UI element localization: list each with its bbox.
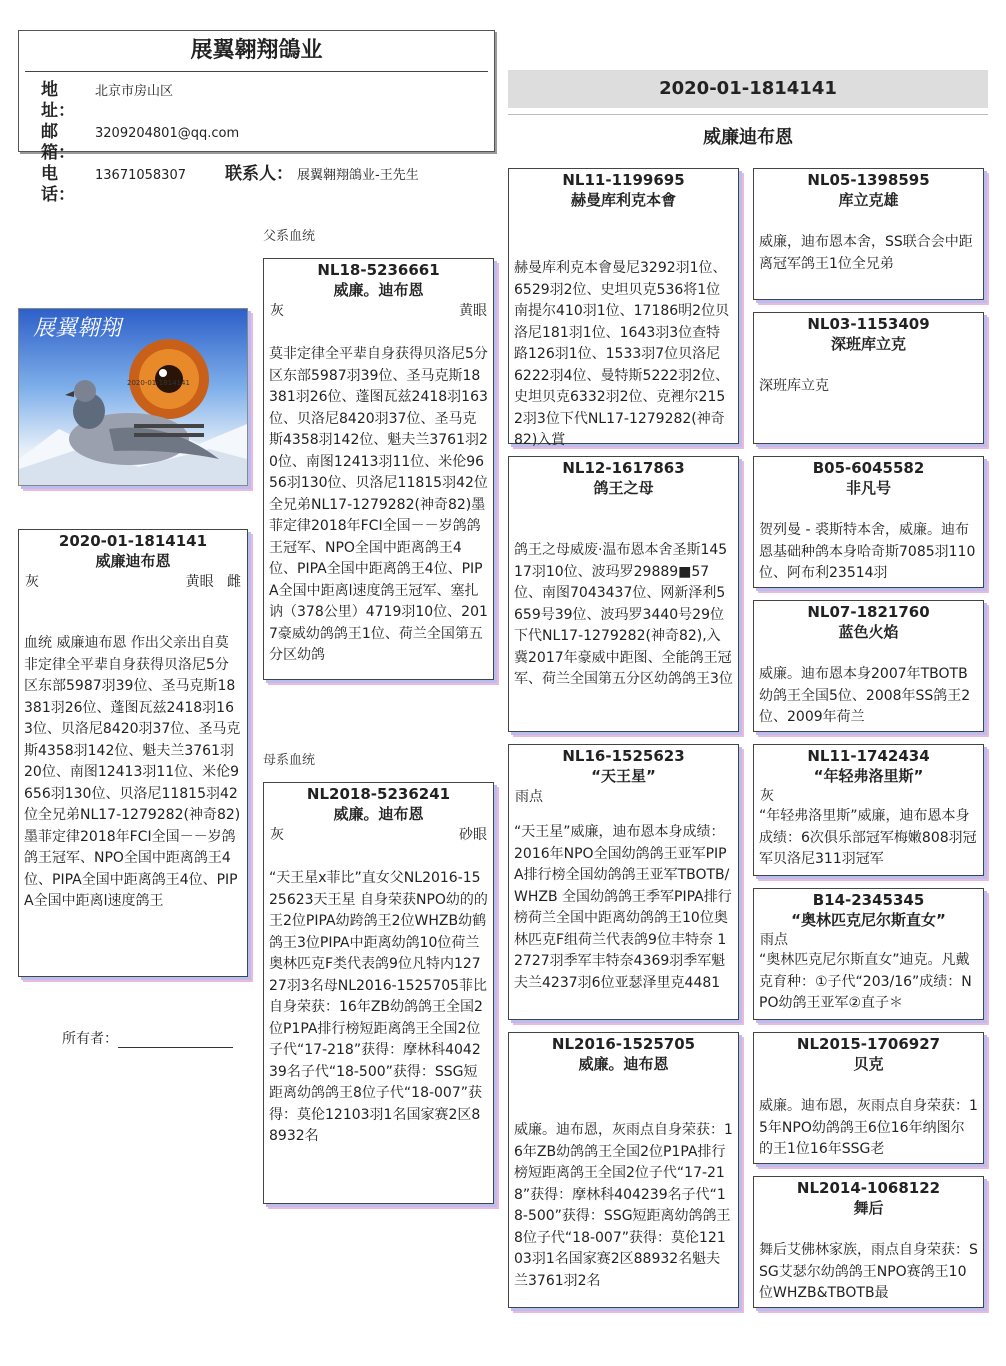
photo-caption: 2020-01-1814141 [127, 379, 190, 387]
gp-sd-name: 鸽王之母 [593, 479, 654, 497]
email-value: 3209204801@qq.com [95, 126, 240, 141]
ggp-5-ring: NL11-1742434 [807, 747, 930, 765]
dam-color: 灰 [270, 827, 284, 843]
dam-card [263, 782, 494, 1204]
ggp-card-7 [753, 1032, 984, 1164]
dam-name: 威廉。迪布恩 [333, 805, 424, 823]
ggp-3-description: 贺列曼 - 裘斯特本舍，威廉。迪布恩基础种鸽本身哈奇斯7085羽110位、阿布利23514羽 [759, 522, 976, 581]
ggp-6-name: “奥林匹克尼尔斯直女” [791, 911, 946, 929]
subject-ring: 2020-01-1814141 [58, 532, 208, 550]
ggp-card-2 [753, 312, 984, 444]
ggp-6-description: “奥林匹克尼尔斯直女”迪克。凡戴克育种：①子代“203/16”成绩：NPO幼鸽王亚军②直子＊ [759, 952, 972, 1011]
ggp-3-ring: B05-6045582 [812, 459, 925, 477]
ggp-card-6 [753, 888, 984, 1020]
ggp-5-color: 灰 [760, 788, 774, 804]
grandsire-sire-card [508, 168, 739, 448]
ggp-4-name: 蓝色火焰 [838, 623, 899, 641]
subject-card [18, 529, 248, 977]
gp-ds-ring: NL16-1525623 [562, 747, 685, 765]
contact-label: 联系人： [225, 164, 293, 184]
subject-sex: 雌 [227, 574, 241, 590]
subject-color: 灰 [25, 574, 39, 590]
dam-section-label: 母系血统 [263, 753, 316, 768]
photo-banner: 展翼翱翔 [33, 316, 122, 341]
ggp-5-meta [754, 786, 983, 806]
loft-title: 展翼翱翔鴿业 [190, 38, 323, 63]
ggp-card-4 [753, 600, 984, 732]
ggp-5-description: “年轻弗洛里斯”威廉，迪布恩本身成绩：6次俱乐部冠军梅嫩808羽冠军贝洛尼311羽冠军 [759, 808, 977, 867]
ggp-1-ring: NL05-1398595 [807, 171, 930, 189]
address-label: 地 址： [41, 80, 75, 121]
gp-ss-description: 赫曼库利克本會曼尼3292羽1位、6529羽2位、史坦贝克536将1位南提尔410羽1位、17186明2位贝洛尼181羽1位、1643羽3位查特路126羽1位、1533羽7位贝洛尼 6222羽4位、曼特斯5222羽2位、史坦贝克6332羽2位、克裡尔2152羽3位下代NL17-1279282(神奇82)入賞 [514, 260, 730, 448]
ggp-2-description: 深班库立克 [759, 378, 829, 394]
owner-label: 所有者： [62, 1031, 118, 1047]
ggp-card-8 [753, 1176, 984, 1308]
contact-value: 展翼翱翔鴿业-王先生 [297, 168, 419, 183]
dam-eye: 砂眼 [459, 827, 487, 843]
pigeon-photo [18, 308, 248, 486]
ggp-2-ring: NL03-1153409 [807, 315, 930, 333]
ggp-8-name: 舞后 [853, 1199, 884, 1217]
gp-dd-description: 威廉。迪布恩，灰雨点自身荣获：16年ZB幼鸽鸽王全国2位P1PA排行榜短距离鸽王全国2位子代“17-218”获得：摩林科404239名子代“18-500”获得：SSG短距离幼鸽鸽王8位子代“18-007”获得：莫伦12103羽1名国家赛2区88932名魁夫兰3761羽2名 [514, 1122, 733, 1289]
subject-description: 血统 威廉迪布恩 作出父亲出自莫非定律全平辈自身获得贝洛尼5分区东部5987羽39位、圣马克斯18381羽26位、蓬图瓦兹2418羽163位、贝洛尼8420羽37位、圣马克斯4358羽142位、魁夫兰3761羽20位、南图12413羽11位、米伦9656羽130位、贝洛尼11815羽42位全兄弟NL17-1279282(神奇82)墨菲定律2018年FCI全国－－岁鸽鸽王冠军、NPO全国中距离鸽王4位、PIPA全国中距离鸽王4位、PIPA全国中距离l速度鸽王 [24, 635, 241, 909]
sire-color: 灰 [270, 303, 284, 319]
ggp-card-1 [753, 168, 984, 300]
ggp-5-name: “年轻弗洛里斯” [813, 767, 924, 785]
ggp-6-color: 雨点 [760, 932, 788, 948]
sire-section-label: 父系血统 [263, 229, 316, 244]
ggp-7-name: 贝克 [853, 1055, 884, 1073]
subject-name: 威廉迪布恩 [95, 552, 171, 570]
gp-ds-name: “天王星” [591, 767, 656, 785]
grandsire-dam-card [508, 744, 739, 1020]
header-card [18, 30, 495, 205]
ggp-7-ring: NL2015-1706927 [796, 1035, 941, 1053]
ggp-8-ring: NL2014-1068122 [796, 1179, 941, 1197]
ggp-8-description: 舞后艾佛林家族，雨点自身荣获：SSG艾瑟尔幼鸽鸽王NPO赛鸽王10位WHZB&TBOTB最 [759, 1242, 978, 1301]
gp-ds-description: “天王星”威廉，迪布恩本身成绩：2016年NPO全国幼鸽鸽王亚军PIPA排行榜全国幼鸽鸽王亚军TBOTB/WHZB 全国幼鸽鸽王季军PIPA排行榜荷兰全国中距离幼鸽鸽王10位奥林匹克F组荷兰代表鸽9位丰特奈 12727羽季军丰特奈4369羽季军魁夫兰4237羽6位亚瑟泽里克4481 [514, 824, 732, 991]
ggp-card-3 [753, 456, 984, 588]
phone-value: 13671058307 [95, 168, 186, 183]
ggp-4-ring: NL07-1821760 [807, 603, 930, 621]
ggp-2-name: 深班库立克 [830, 335, 906, 353]
top-ring-bar: 2020-01-1814141 [508, 70, 988, 108]
address-value: 北京市房山区 [95, 84, 174, 99]
email-label: 邮 箱： [41, 122, 75, 163]
top-ring-divider [508, 114, 988, 115]
sire-name: 威廉。迪布恩 [333, 281, 424, 299]
gp-ss-name: 赫曼库利克本會 [570, 191, 676, 209]
email-row [19, 122, 494, 164]
ggp-7-description: 威廉。迪布恩，灰雨点自身荣获：15年NPO幼鸽鸽王6位16年纳图尔的王1位16年SSG老 [759, 1098, 978, 1157]
gp-ss-ring: NL11-1199695 [562, 171, 685, 189]
ggp-1-description: 威廉，迪布恩本舍，SS联合会中距离冠军鸽王1位全兄弟 [759, 234, 973, 272]
sire-card [263, 258, 494, 680]
phone-row [19, 164, 494, 206]
ggp-1-name: 库立克雄 [838, 191, 899, 209]
dam-meta [264, 824, 493, 846]
gp-ds-meta [509, 786, 738, 808]
sire-description: 莫非定律全平辈自身获得贝洛尼5分区东部5987羽39位、圣马克斯18381羽26位、蓬图瓦兹2418羽163位、贝洛尼8420羽37位、圣马克斯4358羽142位、魁夫兰3761羽20位、南图12413羽11位、米伦9656羽130位、贝洛尼11815羽42位全兄弟NL17-1279282(神奇82)墨菲定律2018年FCI全国－－岁鸽鸽王冠军、NPO全国中距离鸽王4位、PIPA全国中距离鸽王4位、PIPA全国中距离l速度鸽王冠军、塞扎讷（378公里）4719羽10位、2017豪威幼鸽鸽王1位、荷兰全国第五分区幼鸽 [269, 346, 488, 663]
ggp-6-ring: B14-2345345 [812, 891, 925, 909]
subject-meta [19, 571, 247, 593]
owner-blank-line [118, 1033, 233, 1048]
phone-label: 电 话： [41, 164, 75, 205]
ggp-3-name: 非凡号 [845, 479, 891, 497]
dam-description: “天王星x菲比”直女父NL2016-1525623天王星 自身荣获NPO幼的的王2位PIPA幼跨鸽王2位WHZB幼鹤鸽王3位PIPA中距离幼鸽10位荷兰奥林匹克F类代表鸽9位凡特内12727羽3名母NL2016-1525705菲比 自身荣获：16年ZB幼鸽鸽王全国2位P1PA排行榜短距离鸽王全国2位子代“17-218”获得：摩林科404239名子代“18-500”获得：SSG短距离幼鸽鸽王8位子代“18-007”获得：莫伦12103羽1名国家赛2区88932名 [269, 870, 488, 1144]
gp-sd-description: 鸽王之母威废·温布恩本舍圣斯14517羽10位、波玛罗29889■57位、南图7043437位、网新泽利5659号39位、波玛罗3440号29位下代NL17-1279282(神奇82),入冀2017年豪威中距图、全能鸽王冠军、荷兰全国第五分区幼鸽鸽王3位 [514, 542, 733, 687]
sire-ring: NL18-5236661 [317, 261, 440, 279]
pigeon-illustration [19, 309, 247, 485]
ggp-6-meta [754, 930, 983, 950]
granddam-dam-card [508, 1032, 739, 1308]
sire-meta [264, 300, 493, 322]
ggp-4-description: 威廉。迪布恩本身2007年TBOTB幼鸽王全国5位、2008年SS鸽王2位、2009年荷兰 [759, 666, 971, 725]
sire-eye: 黄眼 [459, 303, 487, 319]
top-pigeon-name: 威廉迪布恩 [703, 127, 793, 148]
gp-sd-ring: NL12-1617863 [562, 459, 685, 477]
gp-dd-ring: NL2016-1525705 [551, 1035, 696, 1053]
owner-field [62, 1028, 233, 1048]
gp-dd-name: 威廉。迪布恩 [578, 1055, 669, 1073]
granddam-sire-card [508, 456, 739, 732]
subject-eye: 黄眼 [185, 574, 214, 590]
ggp-card-5 [753, 744, 984, 876]
dam-ring: NL2018-5236241 [306, 785, 451, 803]
gp-ds-color: 雨点 [515, 789, 543, 805]
address-row [19, 80, 494, 122]
